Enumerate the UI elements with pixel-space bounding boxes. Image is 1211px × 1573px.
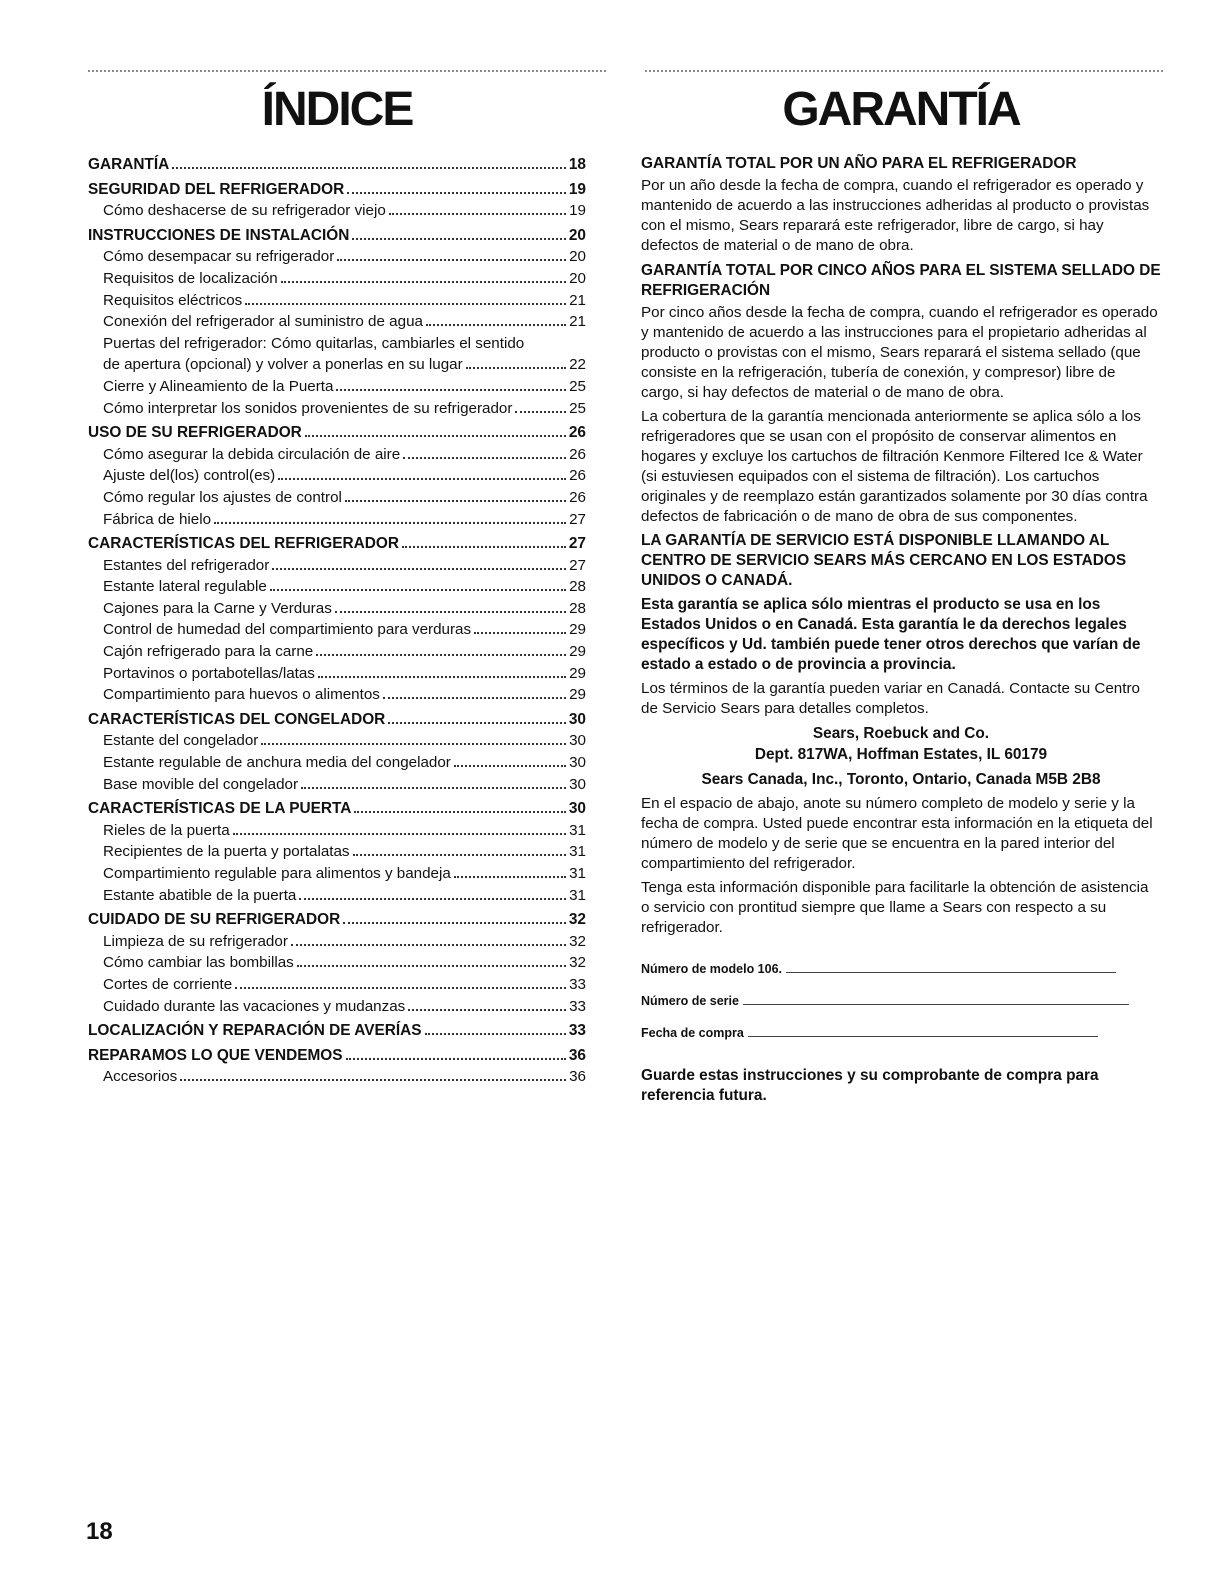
dot-leader <box>403 457 566 459</box>
toc-page-number: 33 <box>568 1022 586 1040</box>
toc-entry-title: Control de humedad del compartimiento para verduras <box>103 621 472 639</box>
toc-entry-title: Cómo regular los ajustes de control <box>103 488 342 506</box>
toc-entry[interactable] <box>88 555 586 577</box>
dot-leader <box>337 259 566 261</box>
toc-entry[interactable] <box>88 576 586 598</box>
address-line-3: Sears Canada, Inc., Toronto, Ontario, Canada M5B 2B8 <box>701 771 1101 788</box>
toc-entry-title: Estante abatible de la puerta <box>103 886 297 904</box>
dot-leader <box>466 367 566 369</box>
toc-entry[interactable] <box>88 684 586 706</box>
top-rule-right <box>645 70 1163 72</box>
toc-page-number: 30 <box>568 710 586 728</box>
dot-leader <box>233 833 566 835</box>
toc-page-number: 30 <box>569 732 586 750</box>
dot-leader <box>388 722 566 724</box>
service-heading: LA GARANTÍA DE SERVICIO ESTÁ DISPONIBLE LLAMANDO AL CENTRO DE SERVICIO SEARS MÁS CERCANO EN LOS ESTADOS UNIDOS O CANADÁ. <box>641 532 1127 589</box>
toc-section[interactable] <box>88 1020 586 1042</box>
toc-page-number: 36 <box>568 1046 586 1064</box>
dot-leader <box>426 324 566 326</box>
serial-number-line <box>743 1003 1129 1005</box>
toc-entry[interactable] <box>88 1066 586 1088</box>
dot-leader <box>270 589 566 591</box>
toc-entry[interactable] <box>88 996 586 1018</box>
toc-entry-title: Cortes de corriente <box>103 975 233 993</box>
dot-leader <box>454 765 566 767</box>
toc-section[interactable] <box>88 909 586 931</box>
toc-section[interactable] <box>88 179 586 201</box>
dot-leader <box>515 411 566 413</box>
purchase-date-field[interactable] <box>641 1026 1161 1040</box>
toc-entry-title: CARACTERÍSTICAS DEL CONGELADOR <box>88 710 386 728</box>
toc-entry[interactable] <box>88 931 586 953</box>
toc-page-number: 33 <box>569 975 586 993</box>
dot-leader <box>402 546 566 548</box>
toc-entry-title: SEGURIDAD DEL REFRIGERADOR <box>88 180 345 198</box>
toc-page-number: 27 <box>568 535 586 553</box>
toc-page-number: 28 <box>569 599 586 617</box>
toc-page-number: 26 <box>568 424 586 442</box>
toc-entry-title: Cómo asegurar la debida circulación de aire <box>103 445 401 463</box>
toc-entry-line: Puertas del refrigerador: Cómo quitarlas, cambiarles el sentido <box>103 334 525 352</box>
toc-page-number: 32 <box>568 911 586 929</box>
toc-entry[interactable] <box>88 863 586 885</box>
toc-entry-title: Conexión del refrigerador al suministro de agua <box>103 313 423 331</box>
toc-entry-title: CARACTERÍSTICAS DEL REFRIGERADOR <box>88 535 399 553</box>
toc-entry[interactable] <box>88 354 586 376</box>
toc-entry[interactable] <box>88 246 586 268</box>
dot-leader <box>354 811 566 813</box>
toc-entry-title: Base movible del congelador <box>103 775 299 793</box>
purchase-date-label: Fecha de compra <box>641 1026 744 1040</box>
toc-entry[interactable] <box>88 598 586 620</box>
five-year-heading: GARANTÍA TOTAL POR CINCO AÑOS PARA EL SISTEMA SELLADO DE REFRIGERACIÓN <box>641 262 1161 299</box>
warranty-heading: GARANTÍA <box>782 83 1020 136</box>
legal-text: Esta garantía se aplica sólo mientras el producto se usa en los Estados Unidos o en Canadá. Esta garantía le da derechos legales específicos y Ud. también puede tener otros derechos que varían de estado a estado o de provincia a provincia. <box>641 596 1141 673</box>
dot-leader <box>245 303 566 305</box>
toc-entry-title: Compartimiento regulable para alimentos y bandeja <box>103 865 451 882</box>
record-text: En el espacio de abajo, anote su número completo de modelo y serie y la fecha de compra. Usted puede encontrar esta información en la etiqueta del número de modelo y de serie que se encuentra en la pared interior del compartimiento del refrigerador. <box>641 795 1153 872</box>
toc-entry[interactable] <box>88 444 586 466</box>
toc-list <box>88 154 586 1088</box>
toc-page-number: 31 <box>569 821 586 839</box>
toc-entry-title: CARACTERÍSTICAS DE LA PUERTA <box>88 800 352 818</box>
toc-entry[interactable] <box>88 509 586 531</box>
dot-leader <box>353 854 567 856</box>
address-line-2: Dept. 817WA, Hoffman Estates, IL 60179 <box>754 746 1048 763</box>
toc-entry-title: Recipientes de la puerta y portalatas <box>103 843 350 861</box>
toc-entry[interactable] <box>88 311 586 333</box>
toc-entry[interactable] <box>88 487 586 509</box>
toc-entry-title: Cuidado durante las vacaciones y mudanzas <box>103 997 406 1015</box>
dot-leader <box>301 787 566 789</box>
model-number-line <box>786 971 1116 973</box>
toc-page-number: 31 <box>569 865 586 882</box>
toc-page-number: 29 <box>569 664 586 682</box>
dot-leader <box>346 1058 566 1060</box>
toc-entry-title: Cómo interpretar los sonidos provenientes de su refrigerador <box>103 399 513 417</box>
toc-section[interactable] <box>88 709 586 731</box>
save-note: Guarde estas instrucciones y su comprobante de compra para referencia futura. <box>641 1067 1099 1104</box>
dot-leader <box>336 389 566 391</box>
dot-leader <box>335 611 566 613</box>
toc-page-number: 30 <box>568 800 586 818</box>
toc-entry-title: Rieles de la puerta <box>103 821 230 839</box>
dot-leader <box>235 987 566 989</box>
assist-text: Tenga esta información disponible para facilitarle la obtención de asistencia o servicio con prontitud siempre que llame a Sears con respecto a su refrigerador. <box>641 879 1149 936</box>
toc-entry-title: Cajones para la Carne y Verduras <box>103 599 332 617</box>
toc-entry-title: USO DE SU REFRIGERADOR <box>88 424 302 442</box>
toc-entry-title: Estante del congelador <box>103 732 259 750</box>
page-number: 18 <box>86 1518 113 1545</box>
toc-entry[interactable] <box>88 885 586 907</box>
toc-entry[interactable] <box>88 465 586 487</box>
toc-heading: ÍNDICE <box>261 83 413 136</box>
toc-entry-title: Requisitos eléctricos <box>103 291 243 309</box>
toc-page-number: 18 <box>568 156 586 173</box>
toc-entry[interactable] <box>88 730 586 752</box>
one-year-heading: GARANTÍA TOTAL POR UN AÑO PARA EL REFRIGERADOR <box>641 155 1077 172</box>
toc-entry[interactable] <box>88 290 586 312</box>
toc-page-number: 20 <box>569 269 586 287</box>
dot-leader <box>316 654 566 656</box>
toc-page-number: 29 <box>569 686 586 704</box>
toc-page-number: 36 <box>569 1068 586 1086</box>
toc-entry-title: Ajuste del(los) control(es) <box>103 467 276 485</box>
coverage-text: La cobertura de la garantía mencionada anteriormente se aplica sólo a los refrigeradores que se usan con el propósito de conservar alimentos en hogares y excluye los cartuchos de filtración Kenmore Filtered Ice & Water (si estuviesen equipados con el sistema de filtración). Los cartuchos originales y de reemplazo están garantizados solamente por 30 días contra defectos de fabricación o de mano de obra de sus componentes. <box>641 408 1148 525</box>
toc-entry-title: Cómo deshacerse de su refrigerador viejo <box>103 202 386 220</box>
toc-entry-title: Estante regulable de anchura media del congelador <box>103 754 451 772</box>
toc-entry[interactable] <box>88 820 586 842</box>
toc-entry-title: Limpieza de su refrigerador <box>103 932 288 950</box>
toc-page-number: 20 <box>568 226 586 244</box>
toc-entry-title: Estante lateral regulable <box>103 578 267 596</box>
toc-section[interactable] <box>88 422 586 444</box>
toc-page-number: 32 <box>569 954 586 972</box>
toc-entry-title: Cómo desempacar su refrigerador <box>103 248 335 266</box>
purchase-date-line <box>748 1035 1098 1037</box>
toc-page-number: 25 <box>569 377 586 395</box>
toc-entry-title: Compartimiento para huevos o alimentos <box>103 686 380 704</box>
toc-page-number: 33 <box>569 997 586 1015</box>
toc-page-number: 30 <box>569 775 586 793</box>
toc-entry[interactable] <box>88 376 586 398</box>
toc-entry-title: INSTRUCCIONES DE INSTALACIÓN <box>88 226 350 244</box>
toc-page-number: 27 <box>569 510 586 528</box>
toc-entry-title: GARANTÍA <box>88 156 170 173</box>
toc-entry[interactable] <box>88 974 586 996</box>
toc-entry[interactable] <box>88 398 586 420</box>
dot-leader <box>297 965 566 967</box>
dot-leader <box>352 238 566 240</box>
toc-page-number: 20 <box>569 248 586 266</box>
dot-leader <box>345 500 566 502</box>
toc-entry[interactable] <box>88 774 586 796</box>
toc-section[interactable] <box>88 154 586 176</box>
toc-entry-title: Portavinos o portabotellas/latas <box>103 664 315 682</box>
toc-entry[interactable] <box>88 663 586 685</box>
canada-text: Los términos de la garantía pueden variar en Canadá. Contacte su Centro de Servicio Sears para detalles completos. <box>641 680 1140 717</box>
toc-page-number: 28 <box>569 578 586 596</box>
dot-leader <box>278 478 566 480</box>
toc-entry-title: Cierre y Alineamiento de la Puerta <box>103 377 334 395</box>
toc-section[interactable] <box>88 1045 586 1067</box>
dot-leader <box>214 522 566 524</box>
one-year-text: Por un año desde la fecha de compra, cuando el refrigerador es operado y mantenido de acuerdo a las instrucciones adheridas al producto o provistas con el mismo, Sears reparará este refrigerador, libre de cargo, si hay defectos de material o de mano de obra. <box>641 177 1150 254</box>
toc-entry-title: de apertura (opcional) y volver a ponerlas en su lugar <box>103 356 463 374</box>
dot-leader <box>474 632 566 634</box>
dot-leader <box>281 281 566 283</box>
toc-entry-title: CUIDADO DE SU REFRIGERADOR <box>88 911 341 929</box>
dot-leader <box>261 743 566 745</box>
dot-leader <box>291 944 566 946</box>
toc-page-number: 29 <box>569 643 586 661</box>
dot-leader <box>389 213 566 215</box>
dot-leader <box>408 1009 566 1011</box>
warranty-section <box>641 82 1161 1110</box>
toc-entry-title: Cómo cambiar las bombillas <box>103 954 294 972</box>
toc-page-number: 26 <box>569 488 586 506</box>
toc-entry[interactable] <box>88 200 586 222</box>
dot-leader <box>425 1033 566 1035</box>
toc-page-number: 19 <box>568 180 586 198</box>
toc-entry[interactable] <box>88 752 586 774</box>
toc-page-number: 19 <box>569 202 586 220</box>
toc-page-number: 30 <box>569 754 586 772</box>
dot-leader <box>318 676 566 678</box>
toc-entry-title: Cajón refrigerado para la carne <box>103 643 314 661</box>
toc-page-number: 21 <box>569 291 586 309</box>
toc-page-number: 26 <box>569 445 586 463</box>
toc-page-number: 32 <box>569 932 586 950</box>
dot-leader <box>272 568 566 570</box>
toc-section[interactable] <box>88 225 586 247</box>
toc-entry[interactable] <box>88 841 586 863</box>
toc-entry[interactable] <box>88 641 586 663</box>
dot-leader <box>299 898 566 900</box>
toc-entry[interactable] <box>88 268 586 290</box>
toc-section[interactable] <box>88 798 586 820</box>
toc-entry-title: LOCALIZACIÓN Y REPARACIÓN DE AVERÍAS <box>88 1022 422 1040</box>
serial-number-field[interactable] <box>641 994 1161 1008</box>
dot-leader <box>383 697 566 699</box>
dot-leader <box>305 435 566 437</box>
table-of-contents <box>88 82 586 1088</box>
address-line-1: Sears, Roebuck and Co. <box>812 725 990 742</box>
model-number-field[interactable] <box>641 962 1161 976</box>
dot-leader <box>347 192 566 194</box>
toc-page-number: 27 <box>569 556 586 574</box>
toc-page-number: 26 <box>569 467 586 485</box>
toc-page-number: 29 <box>569 621 586 639</box>
dot-leader <box>454 876 566 878</box>
dot-leader <box>180 1079 566 1081</box>
toc-entry-title: Estantes del refrigerador <box>103 556 270 574</box>
serial-number-label: Número de serie <box>641 994 739 1008</box>
toc-page-number: 31 <box>569 886 586 904</box>
toc-section[interactable] <box>88 533 586 555</box>
toc-page-number: 21 <box>569 313 586 331</box>
toc-page-number: 25 <box>569 399 586 417</box>
dot-leader <box>343 922 566 924</box>
five-year-text: Por cinco años desde la fecha de compra, cuando el refrigerador es operado y mantenido de acuerdo a las instrucciones para el propietario adheridas al producto o provistas con el mismo, Sears reparará el sistema sellado (que consiste en la refrigeración, tubería de conexión, y compresor) libre de cargo, si hay defectos de material o de mano de obra. <box>641 304 1158 401</box>
toc-entry-title: REPARAMOS LO QUE VENDEMOS <box>88 1046 343 1064</box>
top-rule-left <box>88 70 606 72</box>
toc-page-number: 31 <box>569 843 586 861</box>
toc-entry[interactable] <box>88 952 586 974</box>
toc-entry-title: Accesorios <box>103 1068 178 1086</box>
toc-page-number: 22 <box>569 356 586 374</box>
dot-leader <box>172 167 566 169</box>
toc-entry-title: Requisitos de localización <box>103 269 278 287</box>
toc-entry-title: Fábrica de hielo <box>103 510 212 528</box>
model-number-label: Número de modelo 106. <box>641 962 783 976</box>
toc-entry[interactable] <box>88 619 586 641</box>
